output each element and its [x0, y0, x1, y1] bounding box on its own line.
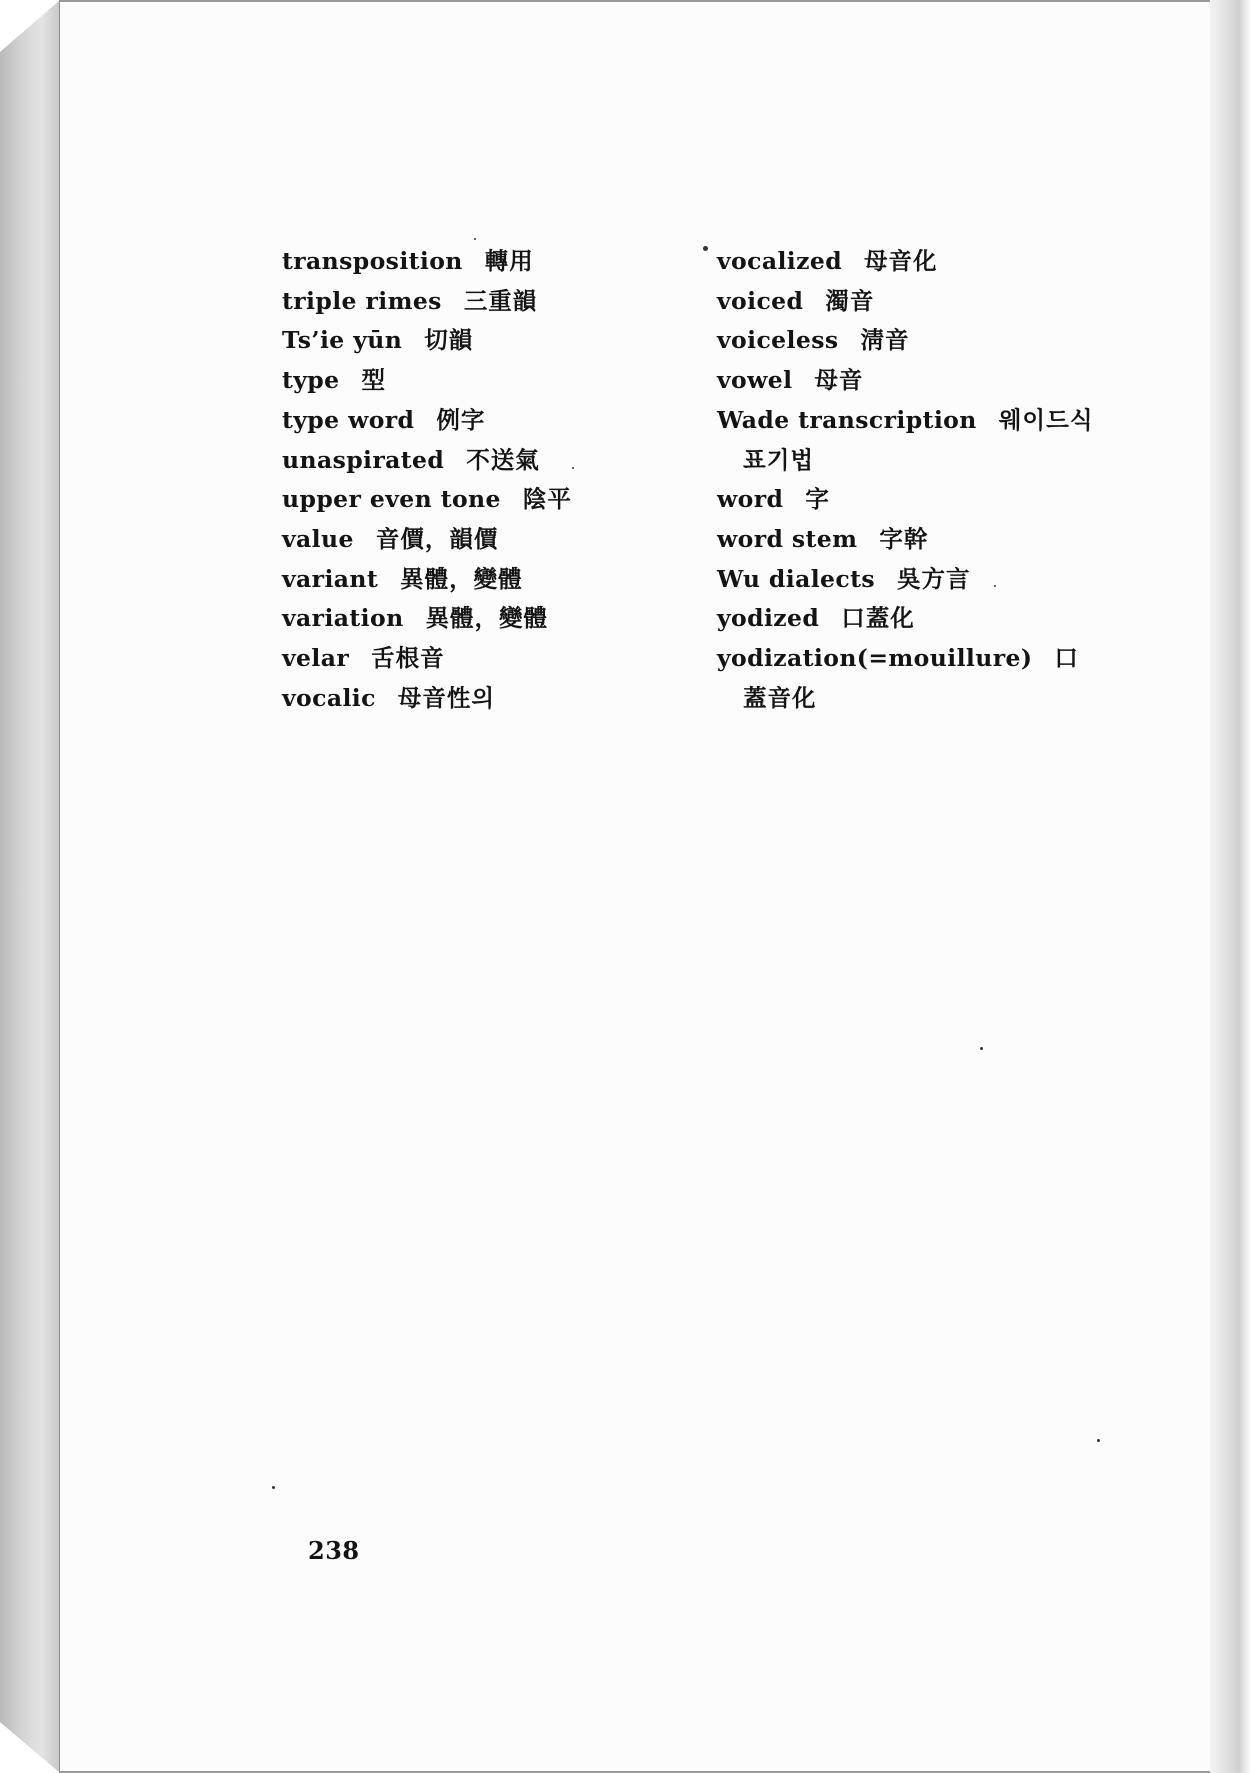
glossary-entry [717, 242, 1097, 282]
entry-gloss: 口蓋音化 [743, 644, 1079, 712]
entry-gloss: 切韻 [424, 326, 474, 355]
entry-gloss: 吳方言 [896, 564, 971, 593]
book-spine [0, 0, 60, 1773]
entry-term: type [282, 366, 340, 395]
print-speck [703, 246, 708, 251]
entry-term: Ts’ie yūn [282, 326, 403, 355]
entry-term: Wade transcription [717, 405, 977, 434]
entry-gloss: 音價，韻價 [375, 524, 499, 553]
entry-term: vocalic [282, 683, 376, 712]
print-speck [1097, 1439, 1100, 1442]
entry-gloss: 異體，變體 [400, 564, 523, 593]
glossary-entry [717, 520, 1097, 560]
entry-term: velar [282, 644, 350, 673]
glossary-entry [717, 480, 1097, 520]
glossary-entry [282, 401, 622, 441]
entry-term: Wu dialects [717, 564, 875, 593]
entry-gloss: 웨이드식 표기법 [743, 405, 1094, 474]
glossary-entry [717, 560, 1097, 600]
print-speck [980, 1047, 983, 1050]
entry-gloss: 陰平 [522, 485, 572, 514]
entry-term: yodized [717, 604, 820, 633]
page-number: 238 [308, 1536, 360, 1565]
glossary-entry [282, 520, 622, 560]
print-speck [272, 1486, 275, 1489]
print-speck [994, 585, 996, 587]
glossary-entry [282, 599, 622, 639]
glossary-entry [282, 321, 622, 361]
glossary-entry [282, 441, 622, 481]
glossary-entry [717, 401, 1097, 480]
glossary-entry [717, 321, 1097, 361]
entry-gloss: 淸音 [860, 326, 910, 355]
entry-gloss: 字 [805, 485, 830, 514]
print-speck [572, 467, 574, 469]
entry-gloss: 字幹 [879, 524, 929, 553]
entry-term: voiceless [717, 326, 839, 355]
entry-term: variant [282, 564, 379, 593]
print-speck [474, 238, 476, 240]
entry-gloss: 母音性의 [397, 683, 496, 712]
entry-gloss: 不送氣 [466, 445, 540, 474]
entry-gloss: 例字 [436, 405, 486, 434]
entry-gloss: 型 [361, 366, 386, 395]
entry-term: triple rimes [282, 286, 442, 315]
entry-term: voiced [717, 286, 804, 315]
entry-gloss: 母音化 [864, 247, 938, 275]
glossary-entry [282, 242, 622, 282]
glossary-entry [717, 639, 1097, 718]
glossary-entry [282, 361, 622, 401]
entry-gloss: 濁音 [825, 286, 875, 315]
entry-gloss: 異體，變體 [425, 604, 549, 633]
entry-term: vowel [717, 366, 793, 395]
glossary-entry [717, 282, 1097, 322]
entry-gloss: 母音 [814, 366, 864, 395]
glossary-column-right [717, 242, 1097, 718]
glossary-entry [282, 639, 622, 679]
entry-term: word stem [717, 524, 858, 553]
entry-term: type word [282, 405, 415, 434]
entry-term: upper even tone [282, 485, 501, 514]
glossary-entry [282, 560, 622, 600]
glossary-entry [282, 480, 622, 520]
entry-term: unaspirated [282, 445, 445, 474]
glossary-entry [282, 282, 622, 322]
page-edge-shadow [1210, 0, 1251, 1773]
entry-gloss: 舌根音 [371, 644, 445, 673]
entry-gloss: 口蓋化 [841, 604, 915, 633]
entry-gloss: 轉用 [484, 247, 534, 275]
glossary-entry [717, 599, 1097, 639]
entry-term: variation [282, 604, 404, 633]
entry-term: vocalized [717, 247, 843, 275]
entry-term: yodization(=mouillure) [717, 644, 1033, 673]
glossary-entry [717, 361, 1097, 401]
glossary-column-left [282, 242, 622, 718]
entry-gloss: 三重韻 [463, 286, 538, 315]
entry-term: value [282, 524, 354, 553]
entry-term: word [717, 485, 784, 514]
entry-term: transposition [282, 247, 463, 275]
glossary-entry [282, 679, 622, 719]
